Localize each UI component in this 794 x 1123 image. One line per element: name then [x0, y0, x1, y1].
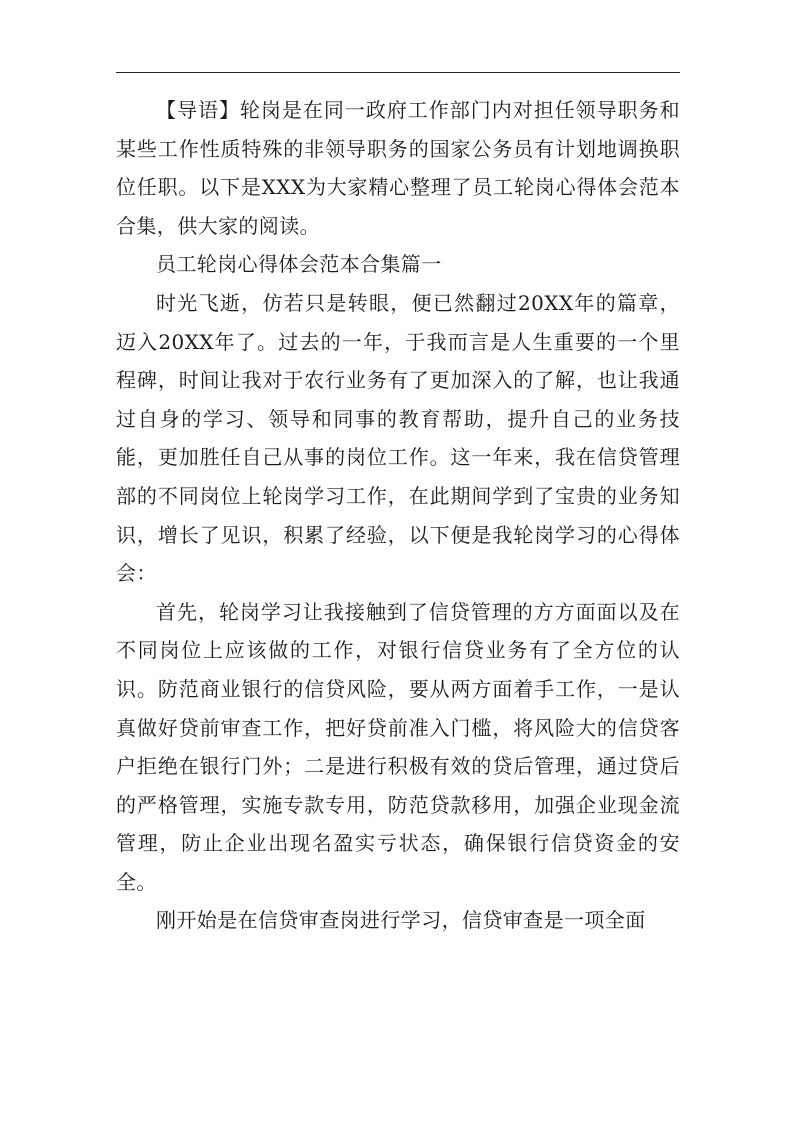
body-paragraph-3: 刚开始是在信贷审查岗进行学习，信贷审查是一项全面: [156, 908, 646, 933]
body-paragraph-2: 首先，轮岗学习让我接触到了信贷管理的方方面面以及在不同岗位上应该做的工作，对银行信贷业务有了全方位的认识。防范商业银行的信贷风险，要从两方面着手工作，一是认真做好贷前审查工作，把好贷前准入门槛，将风险大的信贷客户拒绝在银行门外；二是进行积极有效的贷后管理，通过贷后的严格管理，实施专款专用，防范贷款移用，加强企业现金流管理，防止企业出现名盈实亏状态，确保银行信贷资金的安全。: [116, 599, 680, 894]
header-rule: [116, 72, 680, 73]
intro-paragraph: 【导语】轮岗是在同一政府工作部门内对担任领导职务和某些工作性质特殊的非领导职务的国家公务员有计划地调换职位任职。以下是XXX为大家精心整理了员工轮岗心得体会范本合集，供大家的阅读。: [116, 98, 680, 238]
section-heading: 员工轮岗心得体会范本合集篇一: [156, 252, 442, 277]
body-paragraph-1: 时光飞逝，仿若只是转眼，便已然翻过20XX年的篇章，迈入20XX年了。过去的一年，于我而言是人生重要的一个里程碑，时间让我对于农行业务有了更加深入的了解，也让我通过自身的学习、领导和同事的教育帮助，提升自己的业务技能，更加胜任自己从事的岗位工作。这一年来，我在信贷管理部的不同岗位上轮岗学习工作，在此期间学到了宝贵的业务知识，增长了见识，积累了经验，以下便是我轮岗学习的心得体会：: [116, 290, 680, 586]
document-body: [116, 91, 680, 940]
